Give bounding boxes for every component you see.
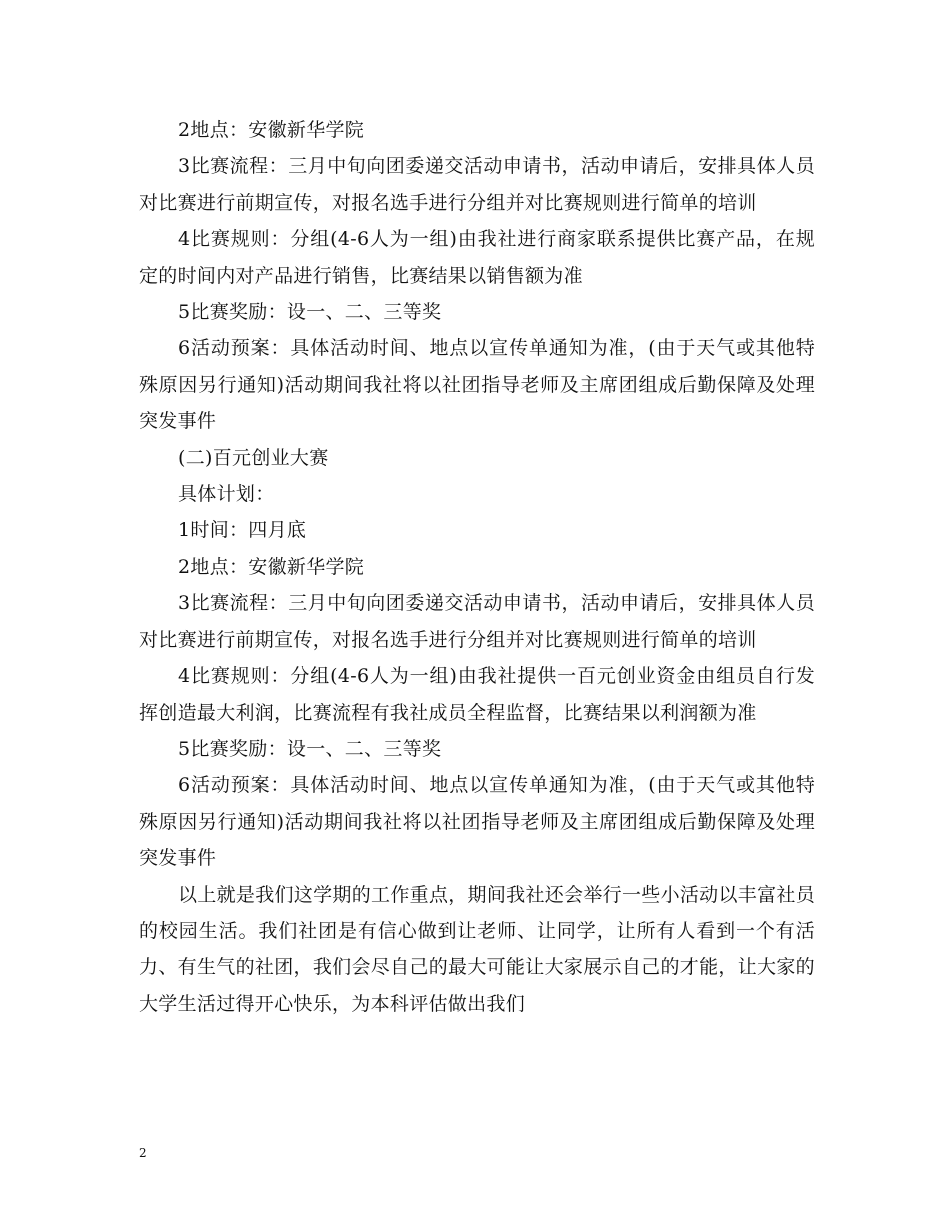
- paragraph-plan-2: 6活动预案：具体活动时间、地点以宣传单通知为准，(由于天气或其他特殊原因另行通知)活动期间我社将以社团指导老师及主席团组成后勤保障及处理突发事件: [139, 774, 815, 870]
- paragraph-location-2: 2地点：安徽新华学院: [178, 555, 365, 578]
- paragraph-process-1: 3比赛流程：三月中旬向团委递交活动申请书，活动申请后，安排具体人员对比赛进行前期宣传，对报名选手进行分组并对比赛规则进行简单的培训: [139, 155, 815, 214]
- paragraph-time-2: 1时间：四月底: [178, 519, 307, 542]
- paragraph-specific-plan: 具体计划：: [178, 483, 275, 506]
- document-body: [139, 112, 815, 1022]
- page-number: 2: [139, 1146, 147, 1160]
- paragraph-awards-2: 5比赛奖励：设一、二、三等奖: [178, 737, 442, 760]
- paragraph-plan-1: 6活动预案：具体活动时间、地点以宣传单通知为准，(由于天气或其他特殊原因另行通知)活动期间我社将以社团指导老师及主席团组成后勤保障及处理突发事件: [139, 337, 815, 433]
- paragraph-summary: 以上就是我们这学期的工作重点，期间我社还会举行一些小活动以丰富社员的校园生活。我们社团是有信心做到让老师、让同学，让所有人看到一个有活力、有生气的社团，我们会尽自己的最大可能让大家展示自己的才能，让大家的大学生活过得开心快乐，为本科评估做出我们: [139, 883, 815, 1015]
- paragraph-rules-1: 4比赛规则：分组(4-6人为一组)由我社进行商家联系提供比赛产品，在规定的时间内对产品进行销售，比赛结果以销售额为准: [139, 228, 815, 287]
- paragraph-process-2: 3比赛流程：三月中旬向团委递交活动申请书，活动申请后，安排具体人员对比赛进行前期宣传，对报名选手进行分组并对比赛规则进行简单的培训: [139, 592, 815, 651]
- paragraph-awards-1: 5比赛奖励：设一、二、三等奖: [178, 301, 442, 324]
- paragraph-location-1: 2地点：安徽新华学院: [178, 119, 365, 141]
- paragraph-rules-2: 4比赛规则：分组(4-6人为一组)由我社提供一百元创业资金由组员自行发挥创造最大利润，比赛流程有我社成员全程监督，比赛结果以利润额为准: [139, 665, 815, 724]
- section-heading-startup-contest: (二)百元创业大赛: [178, 446, 329, 469]
